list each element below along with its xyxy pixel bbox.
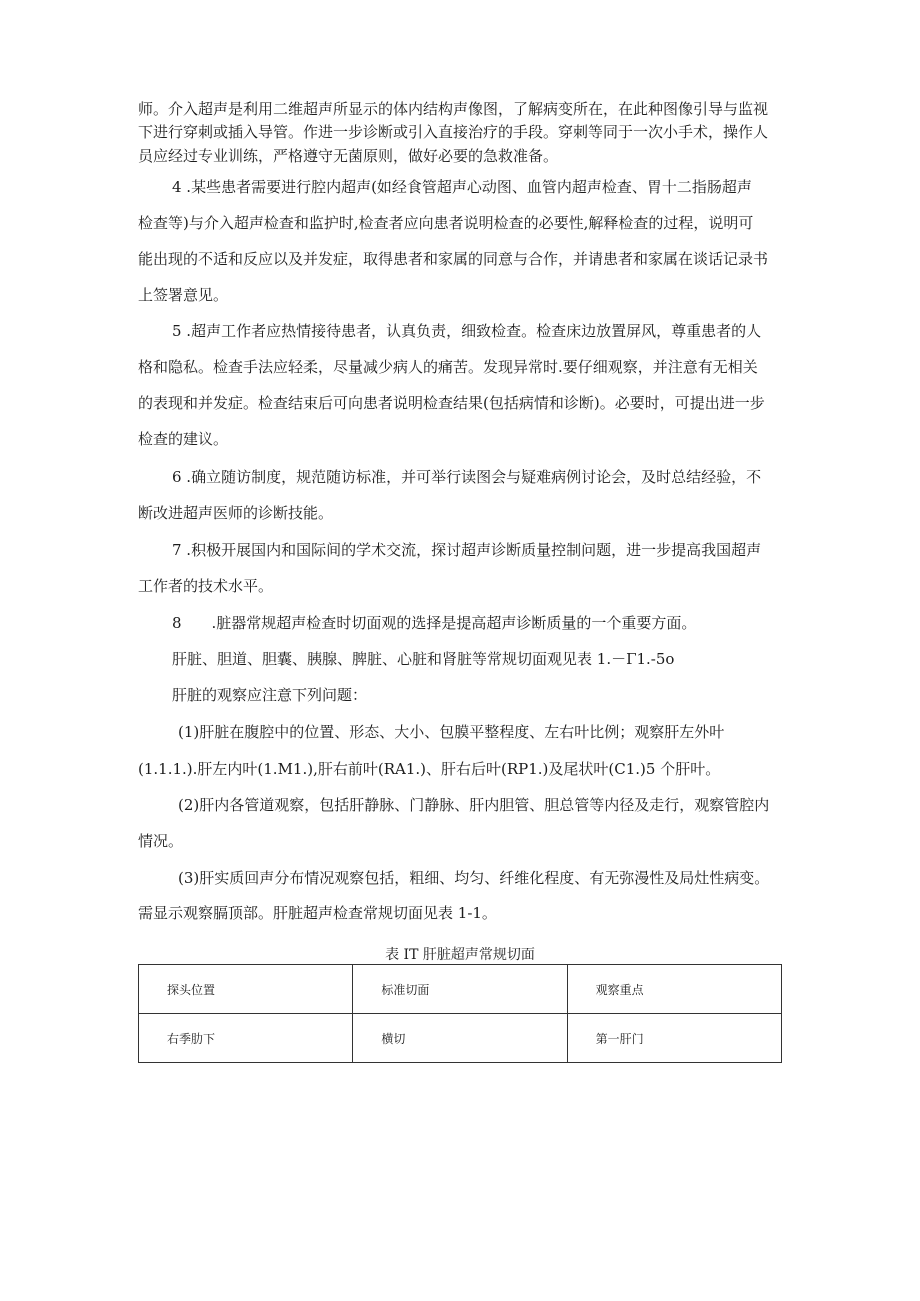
text-line-22: 情况。 (138, 832, 184, 850)
header-cell-probe-position: 探头位置 (139, 965, 353, 1014)
text-line-12: 6 .确立随访制度，规范随访标准，并可举行读图会与疑难病例讨论会，及时总结经验，不 (172, 468, 762, 486)
text-line-4: 4 .某些患者需要进行腔内超声(如经食管超声心动图、血管内超声检查、胃十二指肠超声 (172, 178, 752, 196)
text-line-8: 5 .超声工作者应热情接待患者，认真负责，细致检查。检查床边放置屏风，尊重患者的人 (172, 322, 762, 340)
header-cell-observation-focus: 观察重点 (567, 965, 781, 1014)
cell-standard-section: 横切 (353, 1014, 567, 1063)
text-line-9: 格和隐私。检查手法应轻柔，尽量减少病人的痛苦。发现异常时.要仔细观察，并注意有无相关 (138, 358, 758, 376)
cell-observation-focus: 第一肝门 (567, 1014, 781, 1063)
text-line-13: 断改进超声医师的诊断技能。 (138, 504, 334, 522)
text-line-21: (2)肝内各管道观察，包括肝静脉、门静脉、肝内胆管、胆总管等内径及走行，观察管腔内 (178, 796, 770, 814)
text-line-5: 检查等)与介入超声检查和监护时,检查者应向患者说明检查的必要性,解释检查的过程，说明可 (138, 214, 754, 232)
text-line-15: 工作者的技术水平。 (138, 577, 274, 595)
text-line-14: 7 .积极开展国内和国际间的学术交流，探讨超声诊断质量控制问题，进一步提高我国超声 (172, 541, 762, 559)
header-cell-standard-section: 标准切面 (353, 965, 567, 1014)
text-line-11: 检查的建议。 (138, 430, 229, 448)
liver-section-table (138, 964, 782, 1063)
text-line-10: 的表现和并发症。检查结束后可向患者说明检查结果(包括病情和诊断)。必要时，可提出进一步 (138, 394, 765, 412)
table-caption: 表 IT 肝脏超声常规切面 (385, 947, 535, 963)
cell-probe-position: 右季肋下 (139, 1014, 353, 1063)
text-line-24: 需显示观察膈顶部。肝脏超声检查常规切面见表 1-1。 (138, 904, 497, 922)
text-line-23: (3)肝实质回声分布情况观察包括，粗细、均匀、纤维化程度、有无弥漫性及局灶性病变。 (178, 869, 770, 887)
text-line-16: 8 .脏器常规超声检查时切面观的选择是提高超声诊断质量的一个重要方面。 (172, 614, 697, 632)
text-line-19: (1)肝脏在腹腔中的位置、形态、大小、包膜平整程度、左右叶比例；观察肝左外叶 (178, 723, 725, 741)
table-row (139, 1014, 782, 1063)
text-line-6: 能出现的不适和反应以及并发症，取得患者和家属的同意与合作，并请患者和家属在谈话记录书 (138, 250, 769, 268)
text-line-20: (1.1.1.).肝左内叶(1.M1.),肝右前叶(RA1.)、肝右后叶(RP1.)及尾状叶(C1.)5 个肝叶。 (138, 760, 721, 778)
text-line-17: 肝脏、胆道、胆囊、胰腺、脾脏、心脏和肾脏等常规切面观见表 1.－Γ1.-5o (172, 650, 675, 668)
text-line-7: 上签署意见。 (138, 286, 229, 304)
text-line-1: 师。介入超声是利用二维超声所显示的体内结构声像图，了解病变所在，在此种图像引导与监视 (138, 100, 769, 118)
text-line-2: 下进行穿刺或插入导管。作进一步诊断或引入直接治疗的手段。穿刺等同于一次小手术，操作人 (138, 123, 769, 141)
table-header-row (139, 965, 782, 1014)
text-line-3: 员应经过专业训练，严格遵守无菌原则，做好必要的急救准备。 (138, 147, 559, 165)
text-line-18: 肝脏的观察应注意下列问题： (172, 686, 368, 704)
